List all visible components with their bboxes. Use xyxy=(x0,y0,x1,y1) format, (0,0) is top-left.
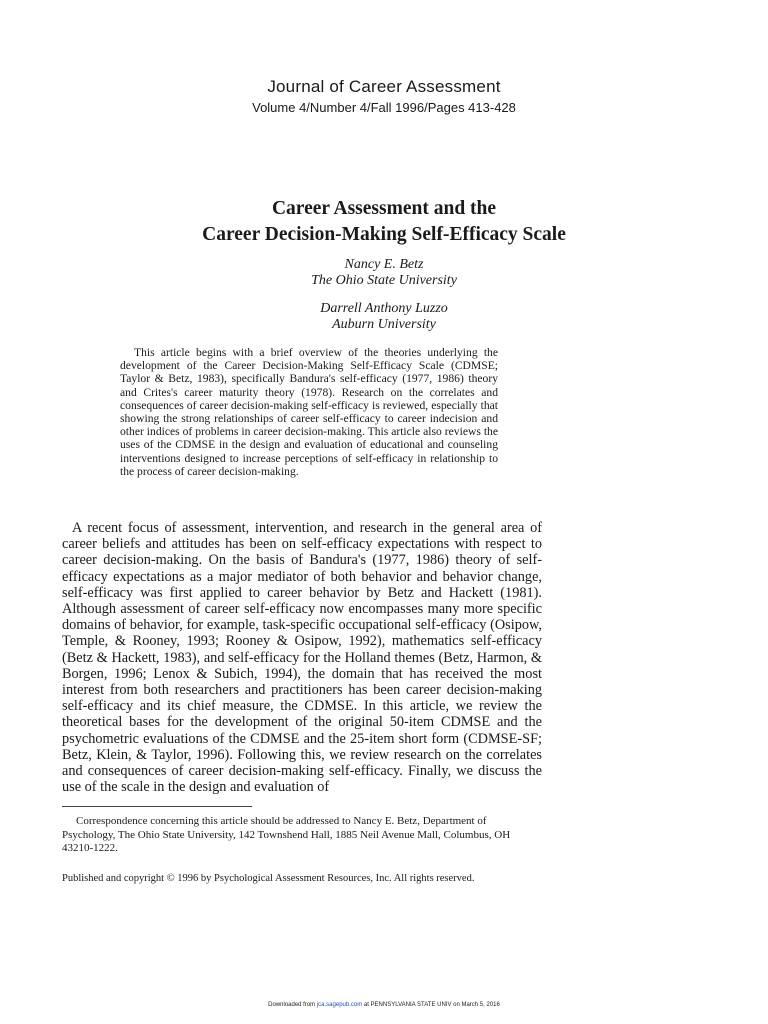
journal-header xyxy=(0,76,768,117)
author-affiliation: The Ohio State University xyxy=(311,273,457,288)
download-prefix: Downloaded from xyxy=(268,1002,317,1008)
download-notice xyxy=(0,1002,768,1008)
article-title-line-1: Career Assessment and the xyxy=(271,198,497,219)
article-title xyxy=(0,196,768,248)
author-affiliation: Auburn University xyxy=(332,317,436,332)
journal-name: Journal of Career Assessment xyxy=(267,77,501,96)
correspondence-footnote: Correspondence concerning this article should be addressed to Nancy E. Betz, Department of Psychology, The Ohio State University, 142 Townshend Hall, 1885 Neil Avenue Mall, Columbus, OH 43210-1222. xyxy=(62,815,511,854)
footnote-divider xyxy=(62,806,252,807)
journal-issue-info: Volume 4/Number 4/Fall 1996/Pages 413-428 xyxy=(252,100,516,115)
author-name: Darrell Anthony Luzzo xyxy=(320,301,448,316)
body-paragraph: A recent focus of assessment, intervention, and research in the general area of career beliefs and attitudes has been on self-efficacy expectations with respect to career decision-making. On the basis of Bandura's (1977, 1986) theory of self-efficacy expectations as a major mediator of both behavior and behavior change, self-efficacy was first applied to career behavior by Betz and Hackett (1981). Although assessment of career self-efficacy now encompasses many more specific domains of behavior, for example, task-specific occupational self-efficacy (Osipow, Temple, & Rooney, 1993; Rooney & Osipow, 1992), mathematics self-efficacy (Betz & Hackett, 1983), and self-efficacy for the Holland themes (Betz, Harmon, & Borgen, 1996; Lenox & Subich, 1994), the domain that has received the most interest from both researchers and practitioners has been career decision-making self-efficacy and its chief measure, the CDMSE. In this article, we review the theoretical bases for the development of the original 50-item CDMSE and the psychometric evaluations of the CDMSE and the 25-item short form (CDMSE-SF; Betz, Klein, & Taylor, 1996). Following this, we review research on the correlates and consequences of career decision-making self-efficacy. Finally, we discuss the use of the scale in the design and evaluation of xyxy=(62,520,542,796)
abstract: This article begins with a brief overview of the theories underlying the development of the Career Decision-Making Self-Efficacy Scale (CDMSE; Taylor & Betz, 1983), specifically Bandura's self-efficacy (1977, 1986) theory and Crites's career maturity theory (1978). Research on the correlates and consequences of career decision-making self-efficacy is reviewed, especially that showing the strong relationships of career self-efficacy to career indecision and other indices of problems in career decision-making. This article also reviews the uses of the CDMSE in the design and evaluation of educational and counseling interventions designed to increase perceptions of self-efficacy in relationship to the process of career decision-making. xyxy=(120,346,498,478)
download-source-link[interactable]: jca.sagepub.com xyxy=(316,1002,363,1008)
author-name: Nancy E. Betz xyxy=(344,257,424,272)
download-suffix: at PENNSYLVANIA STATE UNIV on March 5, 2016 xyxy=(362,1002,500,1008)
copyright-notice: Published and copyright © 1996 by Psychological Assessment Resources, Inc. All rights reserved. xyxy=(62,873,475,884)
author-2 xyxy=(0,301,768,333)
author-1 xyxy=(0,257,768,289)
article-title-line-2: Career Decision-Making Self-Efficacy Scale xyxy=(202,224,566,245)
